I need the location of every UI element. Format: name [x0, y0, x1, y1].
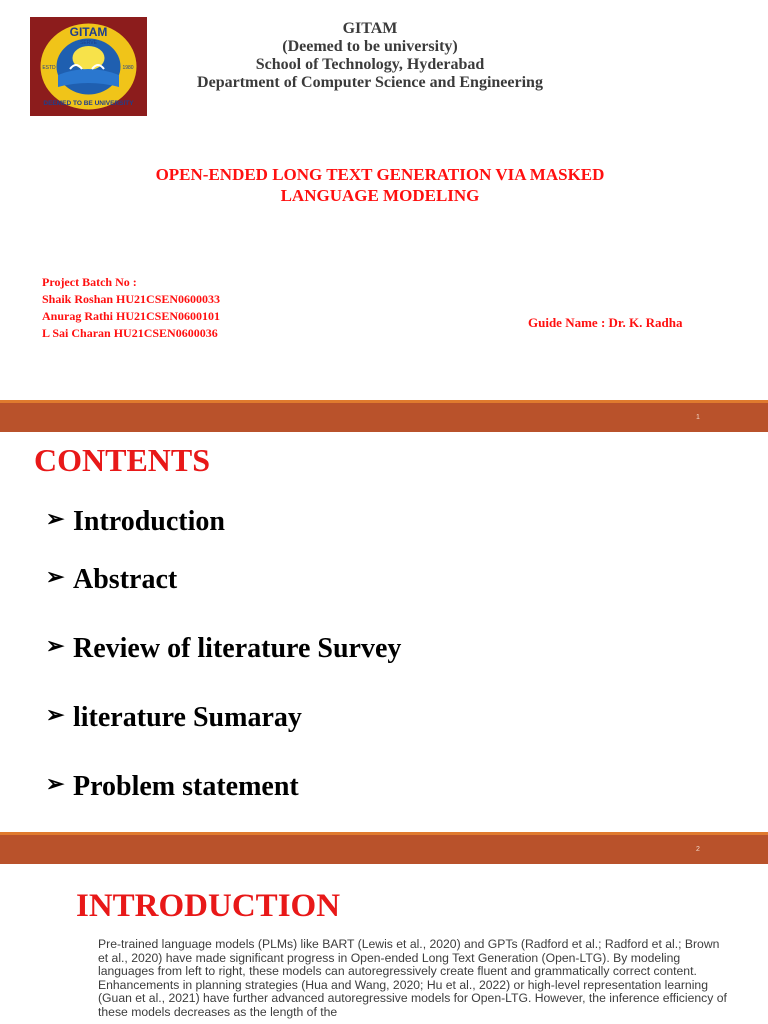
member-1: Shaik Roshan HU21CSEN0600033 — [42, 292, 221, 306]
logo-text-left: ESTD — [42, 65, 56, 71]
arrow-bullet-icon: ➢ — [46, 564, 65, 589]
contents-heading: CONTENTS — [34, 442, 211, 478]
contents-item-introduction — [46, 506, 225, 538]
contents-item-literature-summary — [46, 702, 302, 734]
school-name: School of Technology, Hyderabad — [255, 56, 485, 73]
institution-header — [160, 20, 580, 92]
page-number-1: 1 — [696, 414, 700, 421]
project-title-line-1: OPEN-ENDED LONG TEXT GENERATION VIA MASKED — [155, 165, 605, 184]
logo-text-bottom: DEEMED TO BE UNIVERSITY — [43, 100, 134, 107]
logo-text-right: 1980 — [122, 65, 134, 71]
introduction-heading: INTRODUCTION — [76, 888, 341, 924]
band-top-line — [0, 832, 768, 835]
title-slide — [0, 0, 768, 400]
contents-item-label: Problem statement — [73, 771, 299, 802]
contents-item-label: Review of literature Survey — [73, 633, 402, 664]
introduction-slide — [0, 864, 768, 1024]
arrow-bullet-icon: ➢ — [46, 506, 65, 531]
contents-item-abstract — [46, 564, 177, 596]
batch-label: Project Batch No : — [42, 275, 137, 289]
logo-text-small: SERVE — [80, 40, 97, 46]
gitam-logo — [30, 17, 147, 116]
band-top-line — [0, 400, 768, 403]
introduction-body: Pre-trained language models (PLMs) like BART (Lewis et al., 2020) and GPTs (Radford et al.; Radford et al.; Brown et al., 2020) have made significant progress in Open-ended Long Text Generation (Open-LTG). By modeling languages from left to right, these models can autoregressively create fluent and grammatically correct content. Enhancements in planning strategies (Hua and Wang, 2020; Hu et al., 2022) or high-level representation learning (Guan et al., 2021) have further advanced autoregressive models for Open-LTG. However, the inference efficiency of these models decreases as the length of the — [98, 937, 727, 1019]
contents-item-label: literature Sumaray — [73, 702, 302, 733]
project-title-line-2: LANGUAGE MODELING — [280, 186, 480, 205]
project-batch — [42, 274, 220, 342]
arrow-bullet-icon: ➢ — [46, 633, 65, 658]
contents-item-label: Abstract — [73, 564, 178, 595]
member-3: L Sai Charan HU21CSEN0600036 — [42, 326, 218, 340]
arrow-bullet-icon: ➢ — [46, 702, 65, 727]
slide-footer-band-2 — [0, 832, 768, 864]
institution-name: GITAM — [342, 20, 398, 37]
arrow-bullet-icon: ➢ — [46, 771, 65, 796]
project-title — [60, 164, 700, 206]
contents-slide — [0, 432, 768, 832]
slide-footer-band-1 — [0, 400, 768, 432]
contents-item-literature-review — [46, 633, 401, 665]
guide-name: Guide Name : Dr. K. Radha — [528, 315, 683, 330]
page-number-2: 2 — [696, 846, 700, 853]
contents-item-problem-statement — [46, 771, 299, 803]
institution-status: (Deemed to be university) — [282, 38, 458, 55]
logo-text-top: GITAM — [69, 25, 108, 39]
department-name: Department of Computer Science and Engineering — [197, 74, 543, 91]
contents-item-label: Introduction — [73, 506, 225, 537]
member-2: Anurag Rathi HU21CSEN0600101 — [42, 309, 221, 323]
